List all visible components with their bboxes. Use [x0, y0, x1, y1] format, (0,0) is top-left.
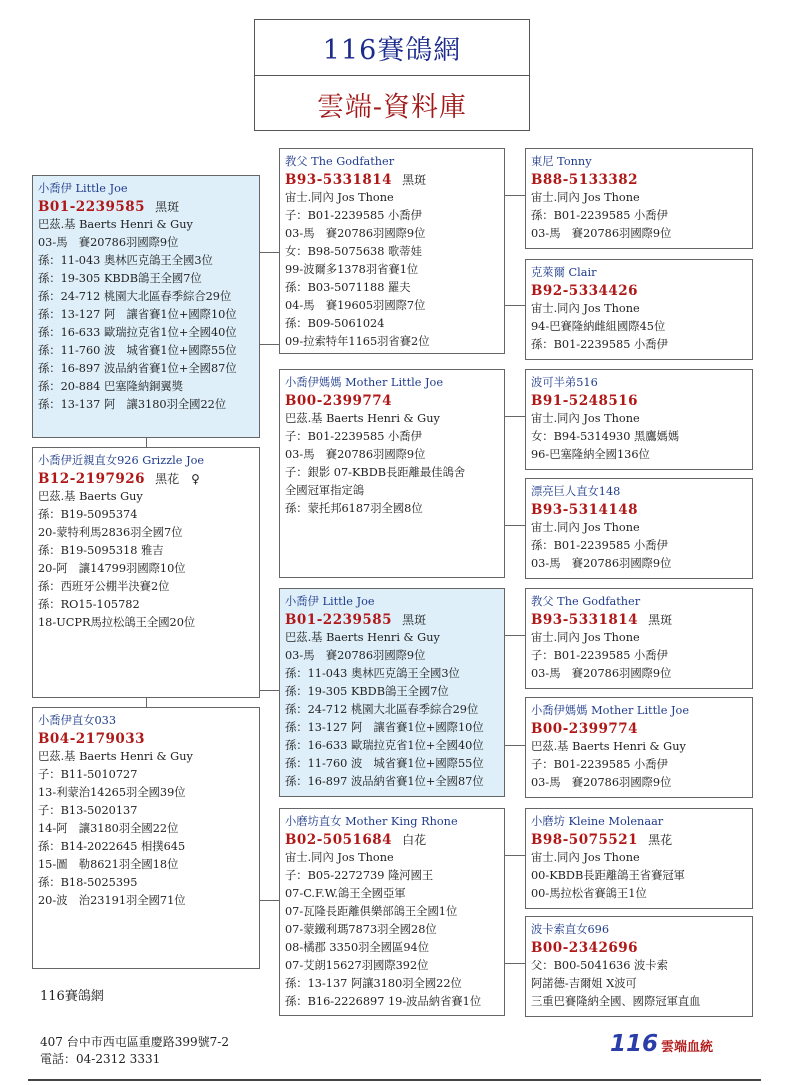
- record-line: 07-艾朗15627羽國際392位: [285, 959, 429, 972]
- connector-g4-gg7: [504, 855, 525, 856]
- record-line: 孫：19-305 KBDB鴿王全國7位: [38, 272, 202, 285]
- ring-number: B98-5075521: [531, 832, 639, 848]
- connector-g1-gg1: [504, 195, 525, 196]
- ring-number: B00-2399774: [285, 393, 393, 409]
- connector-g4-gg8: [504, 963, 525, 964]
- record-line: 宙士.同內 Jos Thone: [531, 851, 640, 864]
- record-line: 宙士.同內 Jos Thone: [531, 631, 640, 644]
- bird-name: 小磨坊 Kleine Molenaar: [531, 815, 664, 828]
- record-line: 14-阿 讓3180羽全國22位: [38, 822, 179, 835]
- ring-number: B01-2239585: [285, 612, 393, 628]
- record-line: 巴茲.基 Baerts Guy: [38, 490, 143, 503]
- record-line: 父：B00-5041636 波卡索: [531, 959, 668, 972]
- record-line: 07-蒙鐵利瑪7873羽全國28位: [285, 923, 437, 936]
- bird-name: 小喬伊 Little Joe: [38, 182, 128, 195]
- record-line: 孫：蒙托邦6187羽全國8位: [285, 502, 423, 515]
- record-line: 孫：13-127 阿 讓省賽1位+國際10位: [38, 308, 237, 321]
- ring-number: B93-5314148: [531, 502, 639, 518]
- connector-g1-gg2: [504, 305, 525, 306]
- bird-name: 波可半弟516: [531, 376, 598, 389]
- record-line: 孫：13-137 阿 讓3180羽全國22位: [38, 398, 227, 411]
- record-line: 孫：西班牙公棚半決賽2位: [38, 580, 170, 593]
- connector-subject-g2: [259, 344, 279, 345]
- record-line: 女：B98-5075638 歌蒂娃: [285, 245, 422, 258]
- pedigree-card-damsire-sire[interactable]: [279, 588, 505, 797]
- ring-number: B04-2179033: [38, 731, 146, 747]
- record-line: 宙士.同內 Jos Thone: [531, 191, 640, 204]
- record-line: 孫：24-712 桃園大北區春季綜合29位: [38, 290, 232, 303]
- pedigree-card-subject[interactable]: [32, 175, 260, 438]
- title-box: [254, 19, 530, 131]
- record-line: 04-馬 賽19605羽國際7位: [285, 299, 426, 312]
- bird-name: 教父 The Godfather: [531, 595, 641, 608]
- record-line: 孫：B16-2226897 19-波品納省賽1位: [285, 995, 482, 1008]
- record-line: 03-馬 賽20786羽國際9位: [285, 227, 426, 240]
- connector-subject-g1: [259, 252, 279, 253]
- record-line: 宙士.同內 Jos Thone: [531, 412, 640, 425]
- record-line: 孫：B19-5095374: [38, 508, 138, 521]
- record-line: 94-巴賽隆納雌組國際45位: [531, 320, 666, 333]
- record-line: 巴茲.基 Baerts Henri & Guy: [285, 412, 440, 425]
- record-line: 03-馬 賽20786羽國際9位: [285, 649, 426, 662]
- record-line: 07-瓦隆長距離俱樂部鴿王全國1位: [285, 905, 458, 918]
- record-line: 99-波爾多1378羽省賽1位: [285, 263, 419, 276]
- ring-number: B00-2342696: [531, 940, 639, 956]
- record-line: 孫：24-712 桃園大北區春季綜合29位: [285, 703, 479, 716]
- record-line: 三重巴賽隆納全國、國際冠軍直血: [531, 995, 701, 1008]
- ring-number: B12-2197926: [38, 471, 146, 487]
- record-line: 子：B11-5010727: [38, 768, 138, 781]
- pedigree-card-sire[interactable]: [279, 148, 505, 354]
- ring-number: B92-5334426: [531, 283, 639, 299]
- record-line: 00-KBDB長距離鴿王省賽冠軍: [531, 869, 685, 882]
- record-line: 03-馬 賽20786羽國際9位: [38, 236, 179, 249]
- bird-name: 小喬伊近親直女926 Grizzle Joe: [38, 454, 205, 467]
- record-line: 巴茲.基 Baerts Henri & Guy: [38, 750, 193, 763]
- record-line: 孫：B14-2022645 相撲645: [38, 840, 186, 853]
- bird-color: 黑花: [648, 833, 673, 847]
- connector-damsire-g4: [259, 900, 279, 901]
- bird-name: 小磨坊直女 Mother King Rhone: [285, 815, 458, 828]
- record-line: 子：銀影 07-KBDB長距離最佳鴿舍: [285, 466, 466, 479]
- pedigree-card-gg1[interactable]: [525, 148, 753, 249]
- bottom-divider: [28, 1079, 761, 1081]
- record-line: 孫：16-897 波品納省賽1位+全國87位: [38, 362, 237, 375]
- connector-dam-damsire: [146, 697, 147, 707]
- record-line: 03-馬 賽20786羽國際9位: [285, 448, 426, 461]
- record-line: 宙士.同內 Jos Thone: [285, 191, 394, 204]
- bird-color: 黑斑: [402, 613, 427, 627]
- connector-g3-gg5: [504, 635, 525, 636]
- record-line: 孫：B01-2239585 小喬伊: [531, 539, 668, 552]
- record-line: 巴茲.基 Baerts Henri & Guy: [285, 631, 440, 644]
- ring-number: B91-5248516: [531, 393, 639, 409]
- pedigree-card-gg7[interactable]: [525, 808, 753, 909]
- record-line: 宙士.同內 Jos Thone: [531, 302, 640, 315]
- bird-color: 白花: [402, 833, 427, 847]
- ring-number: B93-5331814: [285, 172, 393, 188]
- record-line: 96-巴塞隆納全國136位: [531, 448, 650, 461]
- footer-phone: 電話：04-2312 3331: [40, 1052, 161, 1066]
- ring-number: B01-2239585: [38, 199, 146, 215]
- record-line: 20-阿 讓14799羽國際10位: [38, 562, 186, 575]
- bird-color: 黑斑: [648, 613, 673, 627]
- pedigree-card-gg4[interactable]: [525, 478, 753, 579]
- bird-color: 黑斑: [402, 173, 427, 187]
- bird-name: 小喬伊媽媽 Mother Little Joe: [285, 376, 444, 389]
- record-line: 孫：19-305 KBDB鴿王全國7位: [285, 685, 449, 698]
- record-line: 13-利蒙治14265羽全國39位: [38, 786, 186, 799]
- pedigree-card-gg3[interactable]: [525, 369, 753, 470]
- record-line: 宙士.同內 Jos Thone: [531, 521, 640, 534]
- record-line: 03-馬 賽20786羽國際9位: [531, 667, 672, 680]
- ring-number: B00-2399774: [531, 721, 639, 737]
- record-line: 孫：13-137 阿讓3180羽全國22位: [285, 977, 462, 990]
- record-line: 子：B05-2272739 隆河國王: [285, 869, 434, 882]
- connector-g2-gg4: [504, 525, 525, 526]
- bird-color: 黑斑: [155, 200, 180, 214]
- bird-name: 東尼 Tonny: [531, 155, 592, 168]
- footer-site-name: 116賽鴿網: [40, 989, 104, 1004]
- bird-name: 小喬伊 Little Joe: [285, 595, 375, 608]
- record-line: 孫：11-043 奧林匹克鴿王全國3位: [285, 667, 460, 680]
- ring-number: B93-5331814: [531, 612, 639, 628]
- record-line: 18-UCPR馬拉松鴿王全國20位: [38, 616, 196, 629]
- record-line: 孫：16-633 歐瑞拉克省1位+全國40位: [285, 739, 484, 752]
- record-line: 女：B94-5314930 黑鷹媽媽: [531, 430, 680, 443]
- record-line: 孫：13-127 阿 讓省賽1位+國際10位: [285, 721, 484, 734]
- record-line: 孫：B01-2239585 小喬伊: [531, 209, 668, 222]
- ring-number: B88-5133382: [531, 172, 639, 188]
- record-line: 阿諾德-吉爾姐 X波可: [531, 977, 637, 990]
- record-line: 09-拉索特年1165羽省賽2位: [285, 335, 430, 348]
- bird-name: 教父 The Godfather: [285, 155, 395, 168]
- record-line: 孫：B18-5025395: [38, 876, 138, 889]
- record-line: 孫：16-633 歐瑞拉克省1位+全國40位: [38, 326, 237, 339]
- bird-name: 波卡索直女696: [531, 923, 610, 936]
- record-line: 子：B01-2239585 小喬伊: [285, 430, 422, 443]
- pedigree-card-gg6[interactable]: [525, 697, 753, 798]
- record-line: 子：B01-2239585 小喬伊: [285, 209, 422, 222]
- record-line: 20-波 治23191羽全國71位: [38, 894, 186, 907]
- record-line: 孫：B03-5071188 羅夫: [285, 281, 411, 294]
- record-line: 孫：11-760 波 城省賽1位+國際55位: [38, 344, 237, 357]
- pedigree-card-damsire-dam[interactable]: [279, 808, 505, 1016]
- logo-text: 雲端血統: [661, 1040, 714, 1055]
- brand-logo: [610, 1033, 713, 1055]
- record-line: 07-C.F.W.鴿王全國亞軍: [285, 887, 406, 900]
- record-line: 03-馬 賽20786羽國際9位: [531, 557, 672, 570]
- bird-name: 克萊爾 Clair: [531, 266, 597, 279]
- record-line: 巴茲.基 Baerts Henri & Guy: [531, 740, 686, 753]
- footer-address: 407 台中市西屯區重慶路399號7-2: [40, 1035, 229, 1049]
- record-line: 孫：16-897 波品納省賽1位+全國87位: [285, 775, 484, 788]
- pedigree-card-dam[interactable]: [32, 447, 260, 698]
- record-line: 08-橘郡 3350羽全國區94位: [285, 941, 429, 954]
- record-line: 孫：20-884 巴塞隆納銅翼獎: [38, 380, 184, 393]
- record-line: 孫：B09-5061024: [285, 317, 385, 330]
- pedigree-card-gg2[interactable]: [525, 259, 753, 360]
- record-line: 20-蒙特利馬2836羽全國7位: [38, 526, 183, 539]
- record-line: 宙士.同內 Jos Thone: [285, 851, 394, 864]
- pedigree-card-damsire[interactable]: [32, 707, 260, 969]
- record-line: 孫：RO15-105782: [38, 598, 140, 611]
- record-line: 15-圖 勒8621羽全國18位: [38, 858, 179, 871]
- record-line: 子：B13-5020137: [38, 804, 138, 817]
- record-line: 03-馬 賽20786羽國際9位: [531, 776, 672, 789]
- database-subtitle: 雲端-資料庫: [316, 91, 468, 123]
- pedigree-card-gg8[interactable]: [525, 916, 753, 1017]
- bird-name: 小喬伊媽媽 Mother Little Joe: [531, 704, 690, 717]
- connector-g3-gg6: [504, 745, 525, 746]
- pedigree-card-gg5[interactable]: [525, 588, 753, 689]
- connector-damsire-g3: [259, 690, 279, 691]
- site-title: 116賽鴿網: [255, 20, 529, 76]
- record-line: 03-馬 賽20786羽國際9位: [531, 227, 672, 240]
- record-line: 孫：11-043 奧林匹克鴿王全國3位: [38, 254, 213, 267]
- record-line: 00-馬拉松省賽鴿王1位: [531, 887, 647, 900]
- record-line: 子：B01-2239585 小喬伊: [531, 649, 668, 662]
- record-line: 孫：B01-2239585 小喬伊: [531, 338, 668, 351]
- connector-g2-gg3: [504, 416, 525, 417]
- record-line: 子：B01-2239585 小喬伊: [531, 758, 668, 771]
- ring-number: B02-5051684: [285, 832, 393, 848]
- record-line: 孫：11-760 波 城省賽1位+國際55位: [285, 757, 484, 770]
- bird-name: 小喬伊直女033: [38, 714, 117, 727]
- connector-subject-dam: [146, 437, 147, 447]
- pedigree-card-sire-dam[interactable]: [279, 369, 505, 578]
- record-line: 孫：B19-5095318 雅吉: [38, 544, 164, 557]
- logo-number: 116: [610, 1031, 659, 1057]
- record-line: 巴茲.基 Baerts Henri & Guy: [38, 218, 193, 231]
- bird-color: 黑花 ♀: [155, 472, 200, 486]
- bird-name: 漂亮巨人直女148: [531, 485, 621, 498]
- record-line: 全國冠軍指定鴿: [285, 484, 365, 497]
